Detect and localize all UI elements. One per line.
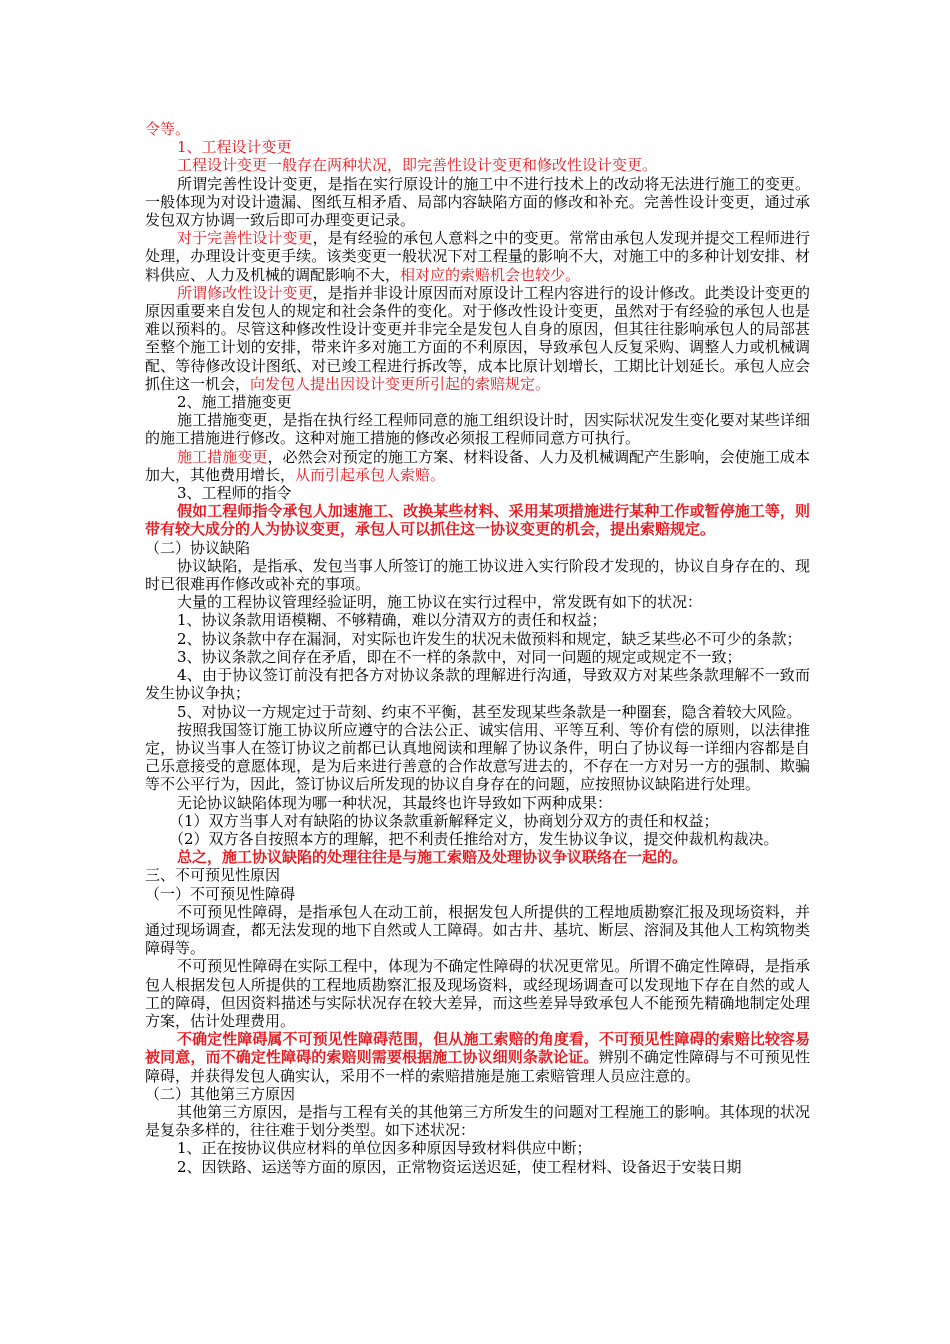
body-text: ，必然会对预定的施工方案、材料设备、人力及机械调配产生影响，会使施工成本加大，其他费用增长， — [145, 447, 810, 484]
heading-contract-defects: （二）协议缺陷 — [145, 538, 251, 557]
highlight-text: 不确定性障碍属不可预见性障碍范围，但从施工索赔的角度看，不可预见性障碍的索赔比较容易被同意，而不确定性障碍的索赔则需要根据施工协议细则条款论证。 — [145, 1030, 810, 1067]
list-item: 1、正在按协议供应材料的单位因多种原因导致材料供应中断； — [177, 1139, 592, 1158]
list-item: 5、对协议一方规定过于苛刻、约束不平衡，甚至发现某些条款是一种圈套，隐含着较大风险。 — [177, 702, 802, 721]
paragraph-measure-change-claims — [145, 448, 810, 484]
heading-measure-change: 2、施工措施变更 — [177, 393, 292, 412]
paragraph-continuation: 令等。 — [145, 120, 191, 138]
list-item: 4、由于协议签订前没有把各方对协议条款的理解进行沟通，导致双方对某些条款理解不一致而发生协议争执； — [145, 666, 810, 703]
paragraph-outcomes-intro: 无论协议缺陷体现为哪一种状况，其最终也许导致如下两种成果： — [177, 793, 613, 812]
document-page — [145, 120, 810, 1176]
paragraph-obstacle-claims — [145, 1030, 810, 1085]
paragraph-design-change-types: 工程设计变更一般存在两种状况，即完善性设计变更和修改性设计变更。 — [177, 156, 658, 175]
paragraph-perfective-change: 所谓完善性设计变更，是指在实行原设计的施工中不进行技术上的改动将无法进行施工的变更。一般体现为对设计遗漏、图纸互相矛盾、局部内容缺陷方面的修改和补充。完善性设计变更，通过承发包双方协调一致后即可办理变更记录。 — [145, 174, 810, 230]
heading-design-change: 1、工程设计变更 — [177, 138, 292, 157]
heading-third-party: （二）其他第三方原因 — [145, 1084, 296, 1103]
highlight-text: 向发包人提出因设计变更所引起的索赔规定。 — [250, 374, 551, 393]
highlight-text: 对于完善性设计变更 — [177, 229, 313, 248]
highlight-text: 从而引起承包人索赔。 — [295, 465, 446, 484]
paragraph-contract-defects-intro: 大量的工程协议管理经验证明，施工协议在实行过程中，常发既有如下的状况： — [177, 593, 703, 612]
list-item: （1）双方当事人对有缺陷的协议条款重新解释定义，协商划分双方的责任和权益； — [169, 811, 719, 830]
paragraph-legal-principle: 按照我国签订施工协议所应遵守的合法公正、诚实信用、平等互利、等价有偿的原则，以法律推定，协议当事人在签订协议之前都已认真地阅读和理解了协议条件，明白了协议每一详细内容都是自己乐意接受的意愿体现，是为后来进行善意的合作故意写进去的，不存在一方对另一方的强制、欺骗等不公平行为，因此，签订协议后所发现的协议自身存在的问题，应按照协议缺陷进行处理。 — [145, 720, 810, 794]
paragraph-third-party-definition: 其他第三方原因，是指与工程有关的其他第三方所发生的问题对工程施工的影响。其体现的状况是复杂多样的，往往难于划分类型。如下述状况： — [145, 1102, 810, 1140]
list-item: 2、因铁路、运送等方面的原因，正常物资运送迟延，使工程材料、设备迟于安装日期 — [177, 1157, 742, 1176]
heading-engineer-instruction: 3、工程师的指令 — [177, 484, 292, 503]
paragraph-modifying-change — [145, 284, 810, 393]
body-text: 辨别不确定性障碍与不可预见性障碍，并获得发包人确实认，采用不一样的索赔措施是施工索赔管理人员应注意的。 — [145, 1048, 810, 1085]
paragraph-engineer-instruction: 假如工程师指令承包人加速施工、改换某些材料、采用某项措施进行某种工作或暂停施工等，则带有较大成分的人为协议变更，承包人可以抓住这一协议变更的机会，提出索赔规定。 — [145, 502, 810, 539]
body-text: ，是指并非设计原因而对原设计工程内容进行的设计修改。此类设计变更的原因重要来自发包人的规定和社会条件的变化。对于修改性设计变更，虽然对于有经验的承包人也是难以预料的。尽管这种修改性设计变更并非完全是发包人自身的原因，但其往往影响承包人的局部甚至整个施工计划的安排，带来许多对施工方面的不利原因，导致承包人反复采购、调整人力或机械调配、等待修改设计图纸、对已竣工程进行拆改等，成本比原计划增长，工期比计划延长。承包人应会抓住这一机会， — [145, 283, 810, 393]
highlight-text: 施工措施变更 — [177, 447, 268, 466]
highlight-text: 相对应的索赔机会也较少。 — [400, 265, 581, 284]
body-text: ，是有经验的承包人意料之中的变更。常常由承包人发现并提交工程师进行处理，办理设计变更手续。该类变更一般状况下对工程量的影响不大，对施工中的多种计划安排、材料供应、人力及机械的调配影响不大， — [145, 229, 810, 284]
list-item: 1、协议条款用语模糊、不够精确，难以分清双方的责任和权益； — [177, 611, 607, 630]
paragraph-summary: 总之，施工协议缺陷的处理往往是与施工索赔及处理协议争议联络在一起的。 — [177, 848, 688, 867]
paragraph-perfective-change-claims — [145, 229, 810, 284]
list-item: 2、协议条款中存在漏洞，对实际也许发生的状况未做预料和规定，缺乏某些必不可少的条款； — [177, 629, 802, 648]
heading-unforeseeable-obstacles: （一）不可预见性障碍 — [145, 884, 296, 903]
paragraph-contract-defects-definition: 协议缺陷，是指承、发包当事人所签订的施工协议进入实行阶段才发现的，协议自身存在的、现时已很难再作修改或补充的事项。 — [145, 556, 810, 594]
paragraph-uncertain-obstacles: 不可预见性障碍在实际工程中，体现为不确定性障碍的状况更常见。所谓不确定性障碍，是指承包人根据发包人所提供的工程地质勘察汇报及现场资料，或经现场调查可以发现地下存在自然的或人工的障碍，但因资料描述与实际状况存在较大差异，而这些差异导致承包人不能预先精确地制定处理方案，估计处理费用。 — [145, 957, 810, 1030]
list-item: （2）双方各自按照本方的理解，把不利责任推给对方，发生协议争议，提交仲裁机构裁决。 — [169, 829, 779, 848]
heading-unforeseeable-causes: 三、不可预见性原因 — [145, 866, 281, 885]
paragraph-measure-change: 施工措施变更，是指在执行经工程师同意的施工组织设计时，因实际状况发生变化要对某些详细的施工措施进行修改。这种对施工措施的修改必须报工程师同意方可执行。 — [145, 411, 810, 448]
paragraph-unforeseeable-definition: 不可预见性障碍，是指承包人在动工前，根据发包人所提供的工程地质勘察汇报及现场资料，并通过现场调查，都无法发现的地下自然或人工障碍。如古井、基坑、断层、溶洞及其他人工构筑物类障碍等。 — [145, 902, 810, 958]
list-item: 3、协议条款之间存在矛盾，即在不一样的条款中，对同一问题的规定或规定不一致； — [177, 647, 742, 666]
highlight-text: 所谓修改性设计变更 — [177, 283, 313, 302]
